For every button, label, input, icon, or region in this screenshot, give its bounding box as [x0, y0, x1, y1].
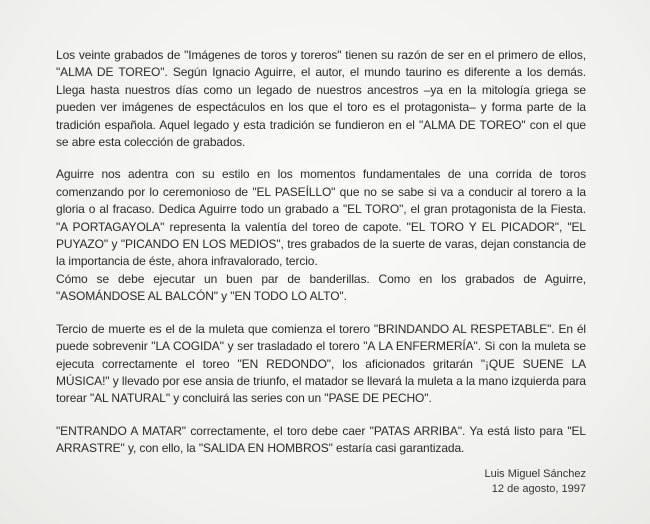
- paragraph-muleta: Tercio de muerte es el de la muleta que comienza el torero "BRINDANDO AL RESPETABLE". En él puede sobrevenir "LA COGIDA" y ser trasladado el torero "A LA ENFERMERÍA". Si con la muleta se ejecuta correctamente el toreo "EN REDONDO", los aficionados gritarán "¡QUE SUENE LA MÚSICA!" y llevado por ese ansia de triunfo, el matador se llevará la muleta a la mano izquierda para torear "AL NATURAL" y concluirá las series con un "PASE DE PECHO".: [56, 321, 586, 406]
- signature-block: [484, 467, 586, 497]
- body-text: [56, 47, 586, 473]
- paragraph-banderillas: Cómo se debe ejecutar un buen par de banderillas. Como en los grabados de Aguirre, "ASOMÁNDOSE AL BALCÓN" y "EN TODO LO ALTO".: [56, 271, 586, 304]
- signature-date: 12 de agosto, 1997: [491, 483, 586, 495]
- signature-author: Luis Miguel Sánchez: [484, 468, 586, 480]
- paragraph-corrida: Aguirre nos adentra con su estilo en los momentos fundamentales de una corrida de toros comenzando por lo ceremonioso de "EL PASEÍLLO" que no se sabe si va a conducir al torero a la gloria o al fracaso. Dedica Aguirre todo un grabado a "EL TORO", el gran protagonista de la Fiesta. "A PORTAGAYOLA" representa la valentía del toreo de capote. "EL TORO Y EL PICADOR", "EL PUYAZO" y "PICANDO EN LOS MEDIOS", tres grabados de la suerte de varas, dejan constancia de la importancia de éste, ahora infravalorado, tercio.: [56, 167, 586, 269]
- paragraph-muerte: "ENTRANDO A MATAR" correctamente, el toro debe caer "PATAS ARRIBA". Ya está listo para "EL ARRASTRE" y, con ello, la "SALIDA EN HOMBROS" estaría casi garantizada.: [56, 423, 586, 456]
- paragraph-intro: Los veinte grabados de "Imágenes de toros y toreros" tienen su razón de ser en el primero de ellos, "ALMA DE TOREO". Según Ignacio Aguirre, el autor, el mundo taurino es diferente a los demás. Llega hasta nuestros días como un legado de nuestros ancestros –ya en la mitología griega se pueden ver imágenes de espectáculos en los que el toro es el protagonista– y forma parte de la tradición española. Aquel legado y esta tradición se fundieron en el "ALMA DE TOREO" con el que se abre esta colección de grabados.: [56, 48, 586, 150]
